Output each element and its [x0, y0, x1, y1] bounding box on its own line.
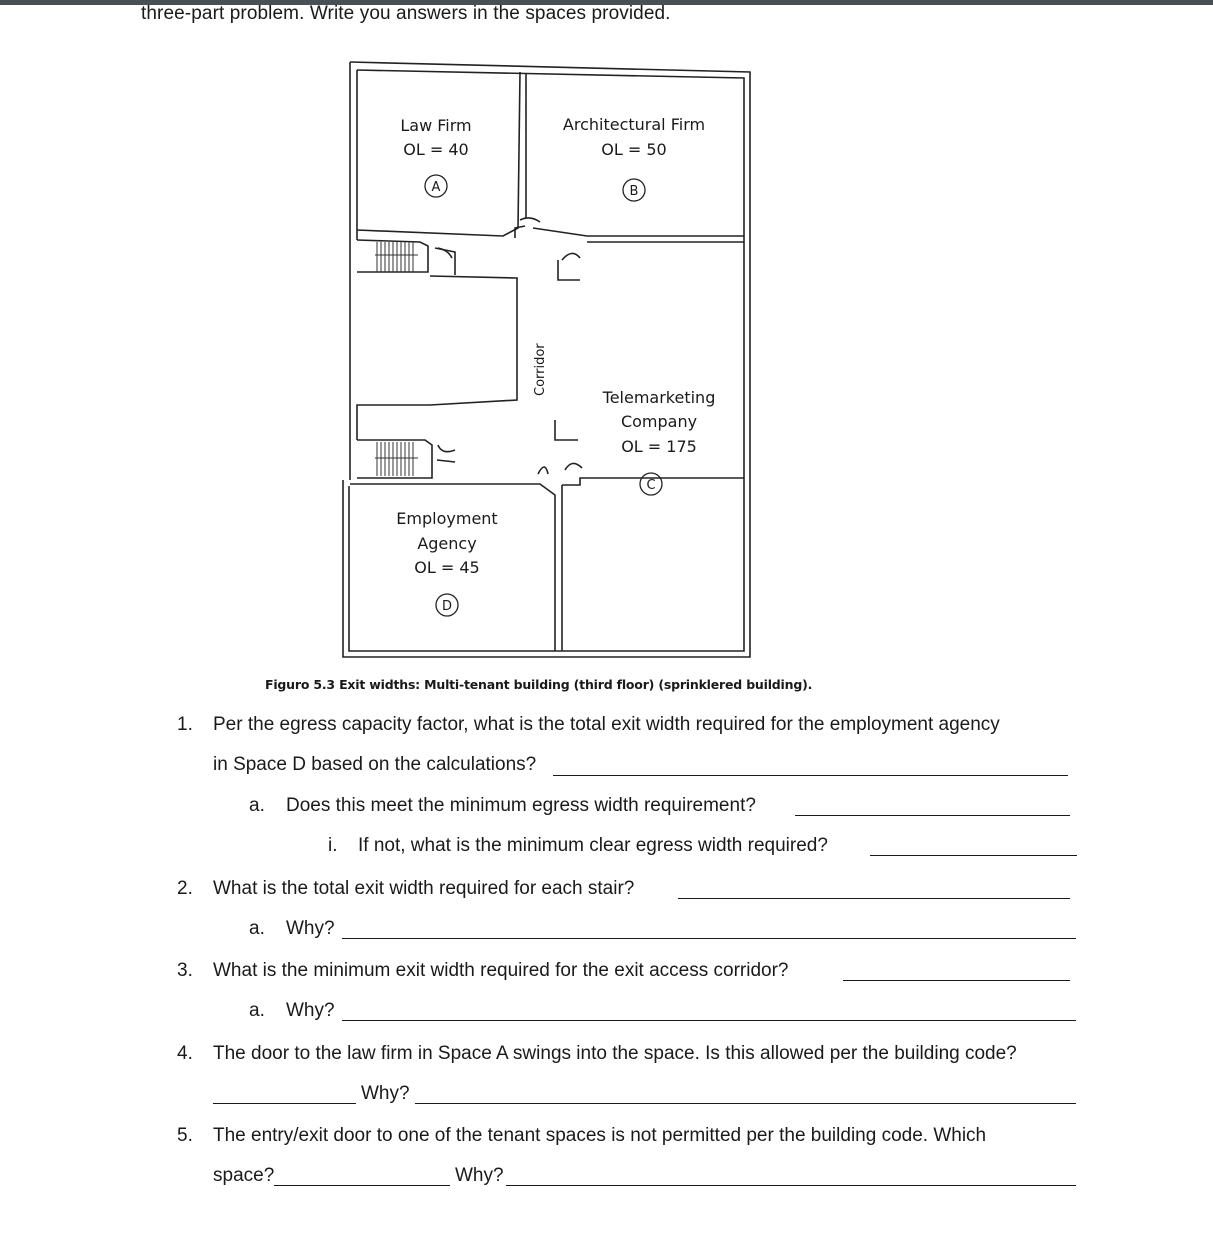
q2a-label: a. — [249, 918, 265, 939]
room-name-telemarketing-line1: Telemarketing — [602, 388, 716, 407]
room-name-law-firm: Law Firm — [400, 116, 472, 135]
q1a-answer-blank[interactable] — [795, 815, 1070, 816]
architectural-firm-wall — [533, 228, 744, 236]
room-ol-employment: OL = 45 — [414, 558, 480, 577]
q2a-answer-blank[interactable] — [342, 938, 1076, 939]
room-marker-c: C — [646, 478, 656, 493]
q1a-text: Does this meet the minimum egress width requirement? — [286, 795, 756, 816]
q5-why-label: Why? — [455, 1165, 504, 1186]
q1i-text: If not, what is the minimum clear egress width required? — [358, 835, 828, 856]
stair-treads — [375, 242, 418, 476]
q4-number: 4. — [177, 1043, 193, 1064]
q3-text: What is the minimum exit width required for the exit access corridor? — [213, 960, 789, 981]
room-ol-law-firm: OL = 40 — [403, 140, 469, 159]
room-marker-a: A — [431, 180, 441, 195]
q2-answer-blank[interactable] — [678, 898, 1070, 899]
q1-number: 1. — [177, 714, 193, 735]
q2a-text: Why? — [286, 918, 335, 939]
q4-why-label: Why? — [361, 1083, 410, 1104]
q5-space-blank[interactable] — [274, 1185, 450, 1186]
q4-answer-blank[interactable] — [213, 1103, 356, 1104]
q1i-answer-blank[interactable] — [870, 855, 1077, 856]
corridor-label: Corridor — [533, 343, 548, 396]
q3a-text: Why? — [286, 1000, 335, 1021]
lower-stair — [357, 440, 432, 478]
room-name-telemarketing-line2: Company — [620, 412, 698, 431]
q4-why-blank[interactable] — [415, 1103, 1076, 1104]
room-ol-telemarketing: OL = 175 — [621, 437, 697, 456]
q5-text: The entry/exit door to one of the tenant spaces is not permitted per the building code. Which — [213, 1125, 987, 1146]
room-ol-architectural-firm: OL = 50 — [601, 140, 667, 159]
figure-caption: Figuro 5.3 Exit widths: Multi-tenant building (third floor) (sprinklered building). — [265, 677, 813, 692]
q2-text: What is the total exit width required for each stair? — [213, 878, 635, 899]
intro-text: three-part problem. Write you answers in the spaces provided. — [141, 3, 671, 24]
q1-text-line2: in Space D based on the calculations? — [213, 754, 537, 775]
q2-number: 2. — [177, 878, 193, 899]
room-name-architectural-firm: Architectural Firm — [562, 115, 706, 134]
q3a-answer-blank[interactable] — [342, 1020, 1076, 1021]
q4-text: The door to the law firm in Space A swings into the space. Is this allowed per the building code? — [213, 1043, 1017, 1064]
corridor-wall — [357, 276, 517, 440]
q5-number: 5. — [177, 1125, 193, 1146]
q5-space-label: space? — [213, 1165, 275, 1186]
q3-number: 3. — [177, 960, 193, 981]
q1i-label: i. — [328, 835, 338, 856]
q1-text-line1: Per the egress capacity factor, what is the total exit width required for the employment agency — [213, 714, 1000, 735]
q3-answer-blank[interactable] — [843, 980, 1070, 981]
q1-answer-blank[interactable] — [553, 775, 1068, 776]
room-name-employment-line2: Agency — [417, 534, 477, 553]
q5-why-blank[interactable] — [506, 1185, 1076, 1186]
q3a-label: a. — [249, 1000, 265, 1021]
room-name-employment-line1: Employment — [396, 509, 498, 528]
room-marker-b: B — [629, 184, 639, 199]
room-marker-d: D — [441, 599, 453, 614]
q1a-label: a. — [249, 795, 265, 816]
